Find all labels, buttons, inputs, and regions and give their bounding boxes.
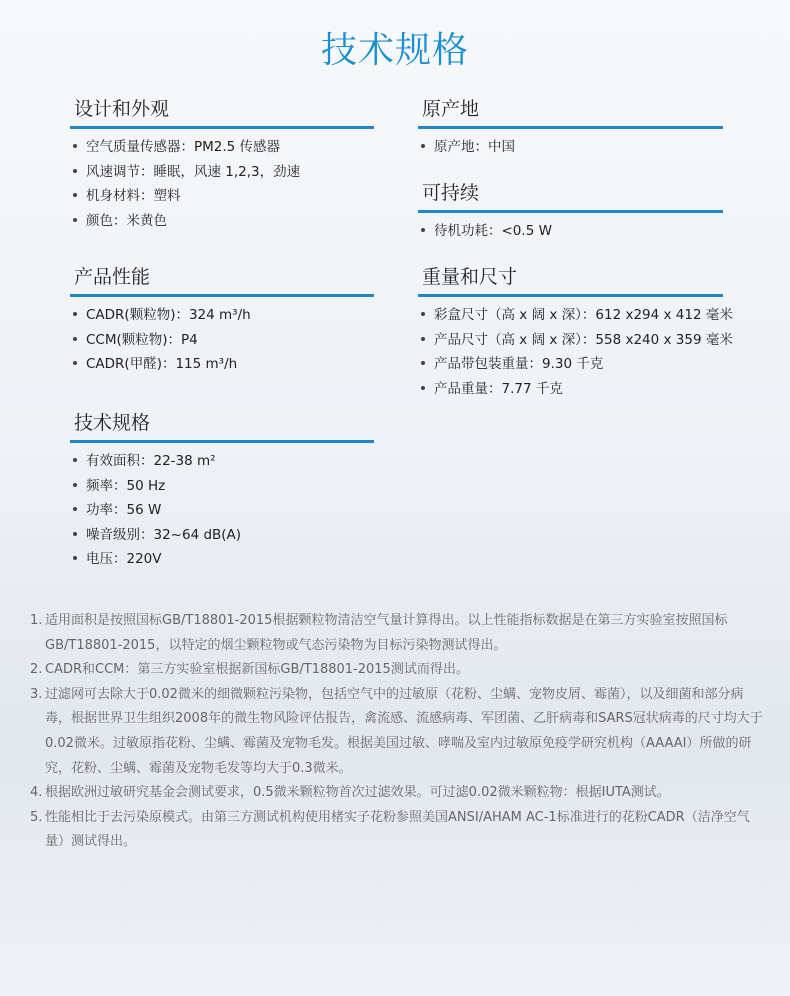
footnote (30, 658, 766, 683)
section-heading: 设计和外观 (70, 94, 374, 129)
footnotes (30, 609, 766, 855)
footnote-text: 过滤网可去除大于0.02微米的细微颗粒污染物，包括空气中的过敏原（花粉、尘螨、宠物皮屑、霉菌），以及细菌和部分病毒，根据世界卫生组织2008年的微生物风险评估报告，禽流感、流感病毒、军团菌、乙肝病毒和SARS冠状病毒的尺寸均大于0.02微米。过敏原指花粉、尘螨、霉菌及宠物毛发。根据美国过敏、哮喘及室内过敏原免疫学研究机构（AAAAI）所做的研究，花粉、尘螨、霉菌及宠物毛发等均大于0.3微米。 (45, 686, 763, 776)
section-heading: 产品性能 (70, 262, 374, 297)
footnote-number: 3. (30, 686, 43, 702)
spec-item: 风速调节：睡眠，风速 1,2,3，劲速 (70, 160, 374, 185)
spec-item: 彩盒尺寸（高 x 阔 x 深）：612 x294 x 412 毫米 (418, 303, 723, 328)
section-performance (70, 262, 374, 377)
section-weight-dimensions (418, 262, 733, 401)
spec-item: 噪音级别：32~64 dB(A) (70, 523, 374, 548)
footnote-text: 根据欧洲过敏研究基金会测试要求，0.5微米颗粒物首次过滤效果。可过滤0.02微米颗粒物：根据IUTA测试。 (45, 785, 670, 801)
spec-item: 产品带包装重量：9.30 千克 (418, 352, 723, 377)
spec-item: CADR(甲醛)：115 m³/h (70, 352, 374, 377)
section-origin (418, 94, 723, 160)
section-heading: 技术规格 (70, 408, 374, 443)
spec-item: 有效面积：22-38 m² (70, 449, 374, 474)
footnote-number: 2. (30, 662, 43, 678)
spec-item: CCM(颗粒物)：P4 (70, 328, 374, 353)
page-title: 技术规格 (320, 30, 469, 71)
spec-list (70, 303, 374, 377)
spec-list (418, 135, 723, 160)
footnote (30, 806, 766, 855)
spec-item: 空气质量传感器：PM2.5 传感器 (70, 135, 374, 160)
spec-item: 待机功耗：<0.5 W (418, 219, 723, 244)
spec-item: CADR(颗粒物)：324 m³/h (70, 303, 374, 328)
section-heading: 可持续 (418, 178, 723, 213)
spec-item: 功率：56 W (70, 498, 374, 523)
spec-item: 原产地：中国 (418, 135, 723, 160)
section-heading: 重量和尺寸 (418, 262, 723, 297)
footnote (30, 683, 766, 781)
footnote-number: 5. (30, 809, 43, 825)
spec-item: 产品重量：7.77 千克 (418, 377, 723, 402)
section-sustainability (418, 178, 723, 244)
section-design (70, 94, 374, 233)
footnote-number: 4. (30, 785, 43, 801)
spec-list (70, 449, 374, 572)
spec-list (70, 135, 374, 233)
footnote (30, 609, 766, 658)
footnote-number: 1. (30, 613, 43, 628)
footnote-text: 适用面积是按照国标GB/T18801-2015根据颗粒物清洁空气量计算得出。以上性能指标数据是在第三方实验室按照国标GB/T18801-2015，以特定的烟尘颗粒物或气态污染物为目标污染物测试得出。 (45, 613, 728, 653)
spec-list (418, 303, 733, 401)
section-tech-specs (70, 408, 374, 572)
spec-item: 产品尺寸（高 x 阔 x 深）：558 x240 x 359 毫米 (418, 328, 723, 353)
footnote-text: 性能相比于去污染原模式。由第三方测试机构使用楮实子花粉参照美国ANSI/AHAM AC-1标准进行的花粉CADR（洁净空气量）测试得出。 (45, 809, 750, 850)
footnote-text: CADR和CCM：第三方实验室根据新国标GB/T18801-2015测试而得出。 (45, 662, 469, 678)
footnote (30, 781, 766, 806)
spec-item: 颜色：米黄色 (70, 209, 374, 234)
spec-list (418, 219, 723, 244)
spec-item: 电压：220V (70, 547, 374, 572)
spec-item: 频率：50 Hz (70, 474, 374, 499)
spec-item: 机身材料：塑料 (70, 184, 374, 209)
section-heading: 原产地 (418, 94, 723, 129)
